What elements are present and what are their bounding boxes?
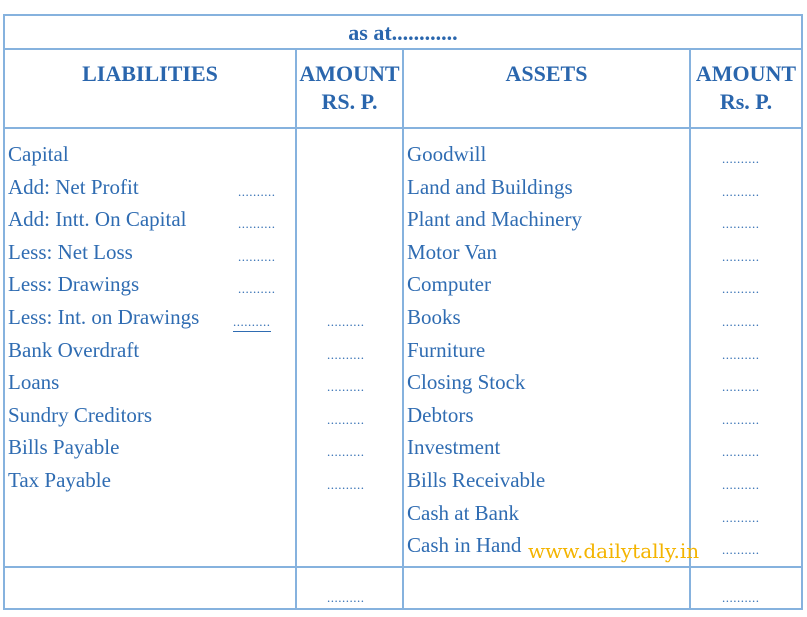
balance-sheet-title: as at............: [5, 16, 801, 50]
liability-label: Capital: [8, 142, 69, 166]
column-divider: [689, 48, 691, 608]
liability-label: Sundry Creditors: [8, 402, 153, 427]
asset-amount: ..........: [722, 281, 760, 297]
liability-label: Tax Payable: [8, 468, 111, 492]
asset-label: Bills Receivable: [407, 468, 546, 492]
asset-label: Investment: [407, 435, 501, 460]
liability-label: Less: Net Loss: [8, 239, 133, 264]
liability-inner-amount: ..........: [238, 248, 276, 264]
asset-amount: ..........: [722, 216, 760, 232]
header-divider: [5, 127, 801, 129]
asset-label: Cash at Bank: [407, 500, 519, 525]
liability-amount: ..........: [327, 314, 365, 329]
liability-amount: ..........: [327, 411, 365, 427]
assets-total: ..........: [722, 590, 760, 605]
liability-label: Less: Int. on Drawings: [8, 305, 200, 329]
watermark-text: www.dailytally.in: [528, 539, 700, 563]
liability-label: Add: Net Profit: [8, 174, 139, 199]
asset-amount: ..........: [722, 248, 760, 264]
amount-header-left-line2: RS. P.: [321, 89, 378, 114]
amount-header-left-line1: AMOUNT: [299, 61, 400, 86]
amount-header-left: [297, 60, 402, 116]
asset-amount: ..........: [722, 379, 760, 395]
amount-header-right-line1: AMOUNT: [695, 61, 797, 86]
total-divider: [5, 566, 801, 568]
asset-amount: ..........: [722, 151, 760, 166]
asset-amount: ..........: [722, 477, 760, 492]
asset-label: Computer: [407, 272, 491, 297]
asset-label: Land and Buildings: [407, 174, 573, 199]
liability-amount: ..........: [327, 444, 365, 460]
liability-amount: ..........: [327, 379, 365, 395]
column-divider: [402, 48, 404, 608]
asset-label: Motor Van: [407, 239, 498, 264]
liability-inner-amount: ..........: [233, 314, 271, 332]
assets-header: ASSETS: [505, 61, 588, 86]
asset-amount: ..........: [722, 411, 760, 427]
liabilities-total: ..........: [327, 590, 365, 605]
liability-label: Less: Drawings: [8, 272, 140, 297]
liability-label: Bank Overdraft: [8, 337, 140, 362]
liability-inner-amount: ..........: [238, 216, 276, 232]
asset-amount: ..........: [722, 444, 760, 460]
amount-header-right: [691, 60, 801, 116]
asset-label: Cash in Hand: [407, 533, 522, 558]
asset-label: Closing Stock: [407, 370, 526, 395]
amount-header-right-line2: Rs. P.: [719, 89, 773, 114]
asset-label: Debtors: [407, 402, 474, 427]
asset-label: Books: [407, 305, 461, 329]
liability-amount: ..........: [327, 346, 365, 362]
liability-label: Bills Payable: [8, 435, 120, 460]
asset-amount: ..........: [722, 346, 760, 362]
liability-label: Loans: [8, 370, 60, 395]
asset-amount: ..........: [722, 183, 760, 199]
liability-inner-amount: ..........: [238, 281, 276, 297]
liability-amount: ..........: [327, 477, 365, 492]
liability-label: Add: Intt. On Capital: [8, 207, 187, 232]
liability-inner-amount: ..........: [238, 183, 276, 199]
asset-label: Furniture: [407, 337, 486, 362]
column-divider: [295, 48, 297, 608]
asset-label: Goodwill: [407, 142, 487, 166]
asset-amount: ..........: [722, 509, 760, 525]
asset-label: Plant and Machinery: [407, 207, 582, 232]
balance-sheet-table: [3, 14, 803, 610]
asset-amount: ..........: [722, 314, 760, 329]
liabilities-header: LIABILITIES: [82, 61, 218, 86]
asset-amount: ..........: [722, 542, 760, 558]
